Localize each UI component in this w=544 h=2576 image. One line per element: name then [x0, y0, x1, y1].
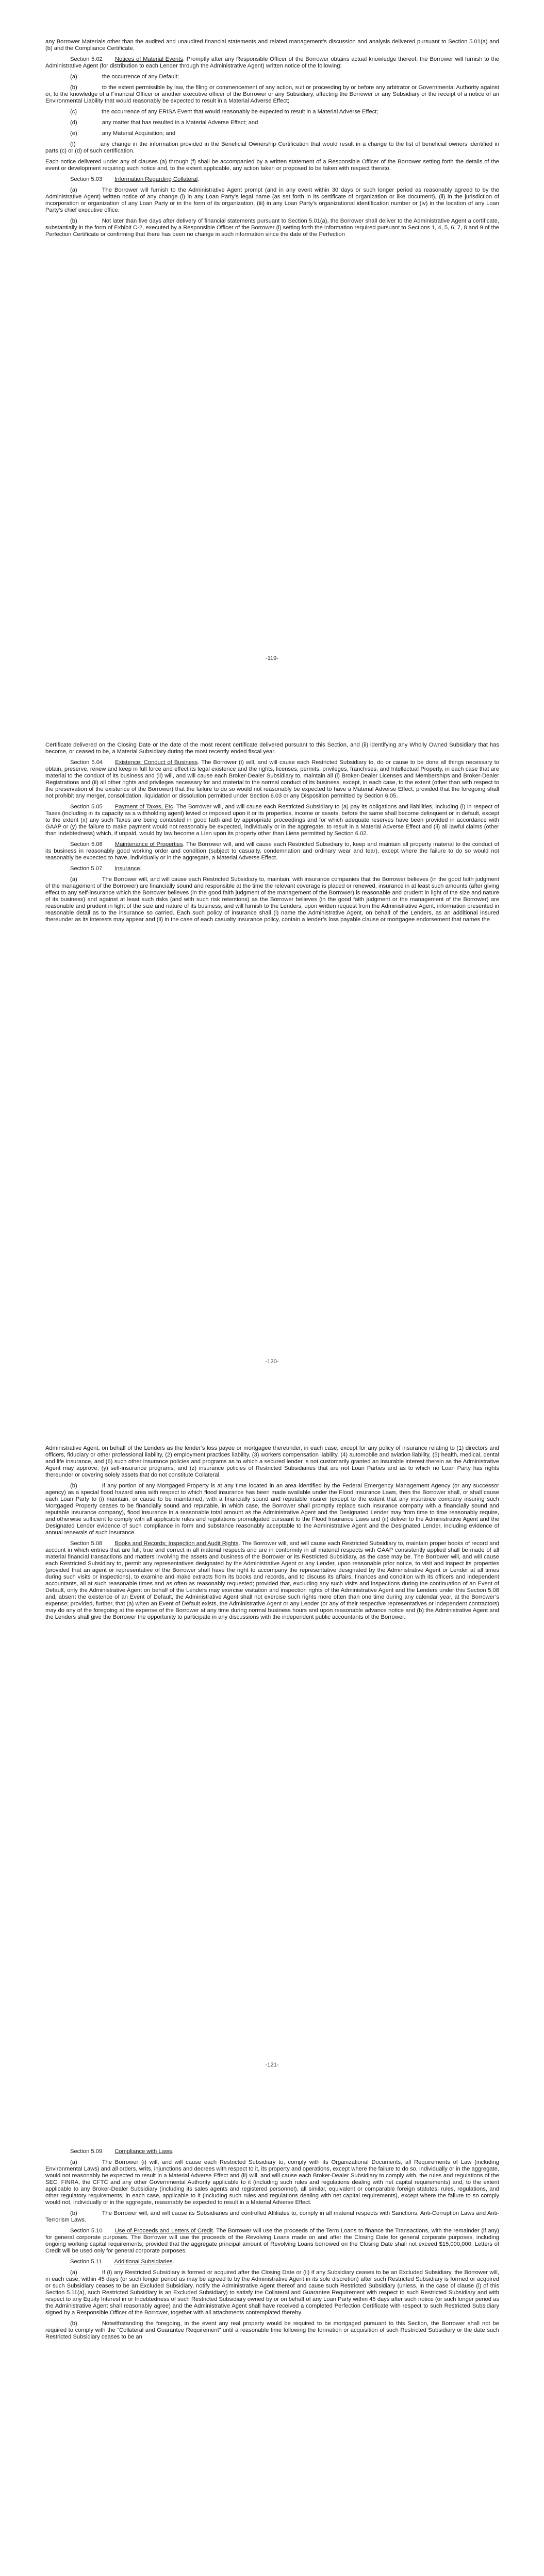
section-paragraph — [45, 56, 499, 70]
section-paragraph — [45, 2148, 499, 2155]
paragraph-text: . The Borrower will, and will cause each Restricted Subsidiary to (a) pay its obligations and liabilities, including (i) in respect of Taxes (including in its capacity as a withholding agent) levied or imposed upon it or its properties, income or assets, before the same shall become delinquent or in default, except to the extent (x) any such Taxes are being contested in good faith and by appropriate proceedings and for which adequate reserves have been provided in accordance with GAAP or (y) the failure to make payment would not reasonably be expected, individually or in the aggregate, to result in a Material Adverse Effect and (ii) all lawful claims (other than Indebtedness) which, if unpaid, would by law become a Lien upon its property other than Liens permitted by Section 6.02. — [45, 804, 499, 837]
paragraph-text: the occurrence of any ERISA Event that would reasonably be expected to result in a Material Adverse Effect; — [102, 109, 378, 115]
list-item — [45, 1483, 499, 1536]
section-heading: Insurance — [114, 866, 140, 872]
item-marker: (b) — [70, 1483, 77, 1489]
list-item — [45, 84, 499, 105]
paragraph — [45, 159, 499, 172]
section-heading: Existence; Conduct of Business — [115, 759, 198, 766]
list-item — [45, 2320, 499, 2341]
paragraph-text: . — [172, 2148, 174, 2155]
item-marker: (b) — [70, 2210, 77, 2216]
page-number: -119- — [265, 655, 279, 662]
section-paragraph — [45, 841, 499, 861]
list-item — [45, 218, 499, 238]
item-marker: (c) — [70, 109, 77, 115]
list-item — [45, 141, 499, 155]
paragraph-text: any Borrower Materials other than the audited and unaudited financial statements and related management’s discussion and analysis delivered pursuant to Section 5.01(a) and (b) and the Compliance Certificate. — [45, 39, 499, 52]
paragraph-text: Administrative Agent, on behalf of the Lenders as the lender’s loss payee or mortgagee thereunder, in each case, except for any policy of insurance relating to (1) directors and officers, fiduciary or other professional liability, (2) employment practices liability, (3) workers compensation liability, (4) automobile and aviation liability, (5) health, medical, dental and life insurance, and (6) such other insurance policies and programs as to which a secured lender is not customarily granted an insurable interest therein as the Administrative Agent may approve; (y) self-insurance programs; and (z) insurance policies of Restricted Subsidiaries that are not Loan Parties and as to which no Loan Party has rights thereunder or covering solely assets that do not constitute Collateral. — [45, 1445, 499, 1478]
item-marker: (a) — [70, 2269, 77, 2276]
section-label: Section 5.11 — [70, 2259, 102, 2265]
paragraph-text: The Borrower will, and will cause its Subsidiaries and controlled Affiliates to, comply in all material respects with Sanctions, Anti-Corruption Laws and Anti-Terrorism Laws. — [45, 2210, 499, 2223]
paragraph-text: The Borrower will furnish to the Administrative Agent prompt (and in any event within 30 days or such longer period as reasonably agreed to by the Administrative Agent) written notice of any change (i) in any Loan Party’s legal name (as set forth in its certificate of organization or like document), (ii) in the jurisdiction of incorporation or organization of any Loan Party or in the form of its organization, (iii) in any Loan Party’s organizational identification number or (iv) in the location of any Loan Party’s chief executive office. — [45, 187, 499, 213]
section-heading: Notices of Material Events — [114, 56, 183, 62]
section-paragraph — [45, 866, 499, 872]
paragraph-text: any matter that has resulted in a Material Adverse Effect; and — [102, 120, 258, 126]
page-content — [45, 2148, 499, 2345]
paragraph-text: The Borrower will, and will cause each Restricted Subsidiary to, maintain, with insurance companies that the Borrower believes (in the good faith judgment of the management of the Borrower) are financially sound and responsible at the time the relevant coverage is placed or renewed, insurance in at least such amounts (after giving effect to any self-insurance which the Borrower believes (in the good faith judgment of the management of the Borrower) is reasonable and prudent in light of the size and nature of its business) and against at least such risks (and with such risk retentions) as the Borrower believes (in the good faith judgment or the management of the Borrower) are reasonable and prudent in light of the size and nature of its business, and will furnish to the Lenders, upon written request from the Administrative Agent, information presented in reasonable detail as to the insurance so carried. Each such policy of insurance shall (i) name the Administrative Agent, on behalf of the Lenders, as an additional insured thereunder as its interests may appear and (ii) in the case of each casualty insurance policy, contain a lender’s loss payable clause or mortgagee endorsement that names the — [45, 876, 499, 923]
section-heading: Books and Records; Inspection and Audit Rights — [114, 1540, 239, 1547]
item-marker: (a) — [70, 876, 77, 883]
paragraph — [45, 1445, 499, 1479]
item-marker: (b) — [70, 84, 77, 91]
paragraph-text: Not later than five days after delivery of financial statements pursuant to Section 5.01(a), the Borrower shall deliver to the Administrative Agent a certificate, substantially in the form of Exhibit C-2, executed by a Responsible Officer of the Borrower (i) setting forth the information required pursuant to Sections 1, 4, 5, 6, 7, 8 and 9 of the Perfection Certificate or confirming that there has been no change in such information since the date of the Perfection — [45, 218, 499, 238]
section-paragraph — [45, 176, 499, 183]
section-label: Section 5.04 — [70, 759, 103, 766]
document-page-120 — [0, 703, 544, 1406]
paragraph-text: Notwithstanding the foregoing, in the event any real property would be required to be mortgaged pursuant to this Section, the Borrower shall not be required to comply with the “Collateral and Guarantee Requirement” until a reasonable time following the formation or acquisition of such Restricted Subsidiary or the date such Restricted Subsidiary ceases to be an — [45, 2320, 499, 2340]
paragraph-text: to the extent permissible by law, the filing or commencement of any action, suit or proceeding by or before any arbitrator or Governmental Authority against or, to the knowledge of a Financial Officer or another executive officer of the Borrower or any Subsidiary, affecting the Borrower or any Subsidiary or the receipt of a notice of an Environmental Liability that would reasonably be expected to result in a Material Adverse Effect; — [45, 84, 499, 104]
paragraph — [45, 742, 499, 755]
list-item — [45, 876, 499, 923]
page-number: -120- — [265, 1359, 279, 1365]
paragraph-text: Each notice delivered under any of clauses (a) through (f) shall be accompanied by a written statement of a Responsible Officer of the Borrower setting forth the details of the event or development requiring such notice and, to the extent applicable, any action taken or proposed to be taken with respect thereto. — [45, 159, 499, 172]
section-paragraph — [45, 759, 499, 800]
list-item — [45, 109, 499, 115]
paragraph-text: . — [172, 2259, 174, 2265]
paragraph-text: any Material Acquisition; and — [102, 130, 176, 137]
list-item — [45, 120, 499, 126]
paragraph-text: . — [140, 866, 142, 872]
section-label: Section 5.08 — [70, 1540, 103, 1547]
paragraph — [45, 39, 499, 52]
paragraph-text: . The Borrower will use the proceeds of the Term Loans to finance the Transactions, with the remainder (if any) for general corporate purposes. The Borrower will use the proceeds of the Revolving Loans made on and after the Closing Date for general corporate purposes, including ongoing working capital requirements; provided that the aggregate principal amount of Revolving Loans borrowed on the Closing Date shall not exceed $15,000,000. Letters of Credit will be used only for general corporate purposes. — [45, 2228, 499, 2254]
paragraph-text: . The Borrower (i) will, and will cause each Restricted Subsidiary to, do or cause to be done all things necessary to obtain, preserve, renew and keep in full force and effect its legal existence and the rights, licenses, permits, privileges, franchises, and Intellectual Property, in each case that are material to the conduct of its business and (ii) will, and will cause each Broker-Dealer Subsidiary to, maintain all (i) Broker-Dealer Licenses and Memberships and Broker-Dealer Registrations and (ii) all other rights and privileges necessary for and material to the normal conduct of its business, except, in each case, to the extent (other than with respect to the preservation of the existence of the Borrower) that the failure to do so would not reasonably be expected to have a Material Adverse Effect; provided that the foregoing shall not prohibit any merger, consolidation, liquidation or dissolution permitted under Section 6.03 or any Disposition permitted by Section 6.05. — [45, 759, 499, 799]
item-marker: (a) — [70, 187, 77, 193]
item-marker: (e) — [70, 130, 77, 137]
page-number: -121- — [265, 2062, 279, 2068]
page-content — [45, 1445, 499, 1625]
section-label: Section 5.02 — [70, 56, 103, 62]
section-paragraph — [45, 804, 499, 837]
section-heading: Payment of Taxes, Etc — [114, 804, 173, 810]
list-item — [45, 130, 499, 137]
paragraph-text: The Borrower (i) will, and will cause each Restricted Subsidiary to, comply with its Organizational Documents, all Requirements of Law (including Environmental Laws) and all orders, writs, injunctions and decrees with respect to it, its property and operations, except where the failure to do so, individually or in the aggregate, would not reasonably be expected to result in a Material Adverse Effect and (ii) will, and will cause each Broker-Dealer Subsidiary to comply with, the rules and regulations of the SEC, FINRA, the CFTC and any other Governmental Authority applicable to it (including such rules and regulations dealing with net capital requirements) and, to the extent applicable to any Broker-Dealer Subsidiary (including its sales agents and registered personnel), all similar, equivalent or comparable foreign statutes, rules, regulations, and other regulatory requirements, in each case, applicable to it (including such rules and regulations dealing with net capital requirements), except where the failure to so comply would not, individually or in the aggregate, reasonably be expected to result in a Material Adverse Effect. — [45, 2159, 499, 2206]
section-heading: Information Regarding Collateral — [114, 176, 198, 182]
paragraph-text: any change in the information provided in the Beneficial Ownership Certification that would result in a change to the list of beneficial owners identified in parts (c) or (d) of such certification. — [45, 141, 499, 154]
section-label: Section 5.07 — [70, 866, 103, 872]
item-marker: (b) — [70, 218, 77, 224]
list-item — [45, 2159, 499, 2206]
list-item — [45, 74, 499, 80]
paragraph-text: . — [197, 176, 200, 182]
section-heading: Use of Proceeds and Letters of Credit — [114, 2228, 213, 2234]
item-marker: (d) — [70, 120, 77, 126]
paragraph-text: If (i) any Restricted Subsidiary is formed or acquired after the Closing Date or (ii) if any Subsidiary ceases to be an Excluded Subsidiary, the Borrower will, in each case, within 45 days (or such longer period as may be agreed to by the Administrative Agent in its sole discretion) after such Restricted Subsidiary is formed or acquired or such Subsidiary ceases to be an Excluded Subsidiary, notify the Administrative Agent thereof and cause such Restricted Subsidiary (unless, in the case of clause (i) of this Section 5.11(a), such Restricted Subsidiary is an Excluded Subsidiary) to satisfy the Collateral and Guarantee Requirement with respect to such Restricted Subsidiary and with respect to any Equity Interest in or Indebtedness of such Restricted Subsidiary owned by or on behalf of any Loan Party within 45 days after such notice (or such longer period as the Administrative Agent shall reasonably agree) and the Administrative Agent shall have received a completed Perfection Certificate with respect to such Restricted Subsidiary signed by a Responsible Officer of the Borrower, together with all attachments contemplated thereby. — [45, 2269, 499, 2316]
section-label: Section 5.06 — [70, 841, 103, 848]
document-page-119 — [0, 0, 544, 703]
document-page-122 — [0, 2110, 544, 2576]
paragraph-text: the occurrence of any Default; — [102, 74, 179, 80]
paragraph-text: . The Borrower will, and will cause each Restricted Subsidiary to, keep and maintain all property material to the conduct of its business in reasonably good working order and condition (subject to casualty, condemnation and ordinary wear and tear), except where the failure to do so would not reasonably be expected to have, individually or in the aggregate, a Material Adverse Effect. — [45, 841, 499, 861]
document-page-121 — [0, 1406, 544, 2110]
section-heading: Maintenance of Properties — [114, 841, 183, 848]
section-label: Section 5.05 — [70, 804, 103, 810]
paragraph-text: If any portion of any Mortgaged Property is at any time located in an area identified by the Federal Emergency Management Agency (or any successor agency) as a special flood hazard area with respect to which flood insurance has been made available under the Flood Insurance Laws, then the Borrower shall, or shall cause each Loan Party to (i) maintain, or cause to be maintained, with a financially sound and reputable insurer (except to the extent that any insurance company insuring such Mortgaged Property ceases to be financially sound and reputable, in which case, the Borrower shall promptly replace such insurance company with a financially sound and reputable insurance company), flood insurance in a reasonable total amount as the Administrative Agent and the Designated Lender may from time to time reasonably require, and otherwise sufficient to comply with all applicable rules and regulations promulgated pursuant to the Flood Insurance Laws and (ii) deliver to the Administrative Agent and the Designated Lender evidence of such compliance in form and substance reasonably acceptable to the Administrative Agent and the Designated Lender, including evidence of annual renewals of such insurance. — [45, 1483, 499, 1536]
section-paragraph — [45, 1540, 499, 1621]
item-marker: (a) — [70, 74, 77, 80]
paragraph-text: . The Borrower will, and will cause each Restricted Subsidiary to, maintain proper books of record and account in which entries that are full, true and correct in all material respects and are in conformity in all material respects with GAAP consistently applied shall be made of all material financial transactions and matters involving the assets and business of the Borrower or its Restricted Subsidiary, as the case may be. The Borrower will, and will cause each Restricted Subsidiary to, permit any representatives designated by the Administrative Agent or any Lender, upon reasonable prior notice, to visit and inspect its properties (provided that an agent or representative of the Borrower shall have the right to accompany the representative designated by the Administrative Agent or Lender at all times during such visits or inspections), to examine and make extracts from its books and records, and to discuss its affairs, finances and condition with its officers and independent accountants, all at such reasonable times and as often as reasonably requested; provided that, excluding any such visits and inspections during the continuation of an Event of Default, only the Administrative Agent on behalf of the Lenders may exercise visitation and inspection rights of the Administrative Agent and the Lenders under this Section 5.08 and, absent the existence of an Event of Default, the Administrative Agent shall not exercise such rights more often than one time during any calendar year, at the Borrower’s expense; provided, further, that (a) when an Event of Default exists, the Administrative Agent or any Lender (or any of their respective representatives or independent contractors) may do any of the foregoing at the expense of the Borrower at any time during normal business hours and upon reasonable advance notice and (b) the Administrative Agent and the Lenders shall give the Borrower the opportunity to participate in any discussions with the independent public accountants of the Borrower. — [45, 1540, 499, 1620]
section-label: Section 5.10 — [70, 2228, 103, 2234]
paragraph-text: Certificate delivered on the Closing Date or the date of the most recent certificate delivered pursuant to this Section, and (ii) identifying any Wholly Owned Subsidiary that has become, or ceased to be, a Material Subsidiary during the most recently ended fiscal year. — [45, 742, 499, 755]
section-heading: Additional Subsidiaries — [114, 2259, 173, 2265]
section-label: Section 5.03 — [70, 176, 103, 182]
section-paragraph — [45, 2228, 499, 2255]
list-item — [45, 2210, 499, 2224]
page-content — [45, 39, 499, 242]
section-heading: Compliance with Laws — [114, 2148, 172, 2155]
list-item — [45, 187, 499, 214]
item-marker: (f) — [70, 141, 76, 147]
item-marker: (a) — [70, 2159, 77, 2165]
item-marker: (b) — [70, 2320, 77, 2327]
section-paragraph — [45, 2259, 499, 2265]
paragraph-text: . Promptly after any Responsible Officer of the Borrower obtains actual knowledge thereof, the Borrower will furnish to the Administrative Agent (for distribution to each Lender through the Administrative Agent) written notice of the following: — [45, 56, 499, 69]
page-content — [45, 742, 499, 927]
section-label: Section 5.09 — [70, 2148, 103, 2155]
list-item — [45, 2269, 499, 2316]
